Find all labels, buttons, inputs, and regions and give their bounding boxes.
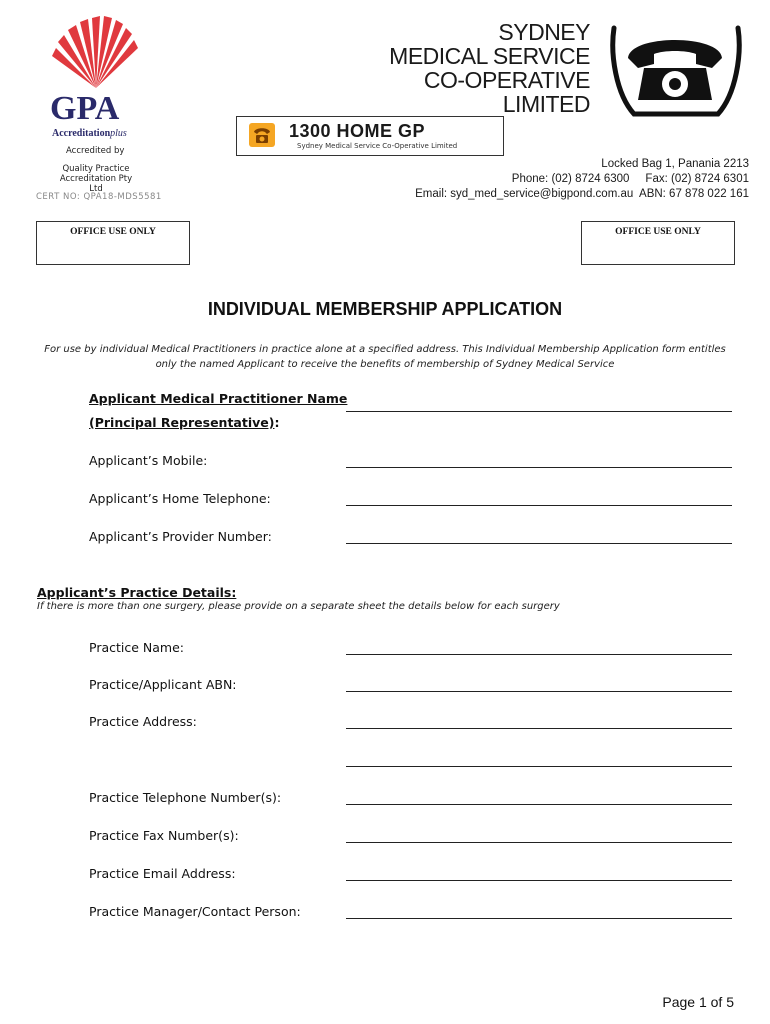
accredited-by-text: Accredited by	[66, 146, 125, 156]
cert-number: CERT NO: QPA18-MDS5581	[36, 192, 162, 202]
practice-address-field-line2[interactable]	[346, 766, 732, 767]
home-gp-phone-icon	[249, 123, 275, 147]
phone-fax: Phone: (02) 8724 6300 Fax: (02) 8724 6301	[511, 173, 749, 185]
accreditor-name: Quality Practice Accreditation Pty Ltd	[59, 164, 133, 194]
email-abn: Email: syd_med_service@bigpond.com.au ABN: 67 878 022 161	[415, 188, 749, 200]
practice-details-note: If there is more than one surgery, please provide on a separate sheet the details below for each surgery	[37, 601, 560, 612]
practice-name-field[interactable]	[346, 654, 732, 655]
applicant-home-phone-label: Applicant’s Home Telephone:	[89, 491, 271, 506]
practice-fax-field[interactable]	[346, 842, 732, 843]
practice-telephone-label: Practice Telephone Number(s):	[89, 790, 282, 805]
practice-manager-field[interactable]	[346, 918, 732, 919]
applicant-name-field[interactable]	[346, 411, 732, 412]
applicant-provider-number-label: Applicant’s Provider Number:	[89, 529, 272, 544]
intro-text: For use by individual Medical Practitioners in practice alone at a specified address. This Individual Membership Application form entitles only the named Applicant to receive the benefits of membership of Sydney Medical Service	[44, 344, 726, 370]
practice-address-label: Practice Address:	[89, 714, 197, 729]
practice-address-field-line1[interactable]	[346, 728, 732, 729]
practice-fax-label: Practice Fax Number(s):	[89, 828, 239, 843]
gpa-accreditation-plus: Accreditationplus	[52, 128, 127, 139]
practice-manager-label: Practice Manager/Contact Person:	[89, 904, 301, 919]
practice-name-label: Practice Name:	[89, 640, 184, 655]
home-gp-banner	[236, 116, 504, 156]
gpa-wordmark: GPA	[50, 90, 120, 127]
practice-details-heading: Applicant’s Practice Details:	[37, 585, 237, 600]
principal-representative-label: (Principal Representative):	[89, 415, 280, 430]
applicant-mobile-label: Applicant’s Mobile:	[89, 453, 208, 468]
telephone-logo-icon	[600, 14, 750, 124]
home-gp-subtitle: Sydney Medical Service Co-Operative Limited	[297, 142, 458, 150]
office-use-box-left: OFFICE USE ONLY	[36, 221, 190, 265]
page-number: Page 1 of 5	[662, 994, 734, 1010]
organization-name: SYDNEY MEDICAL SERVICE CO-OPERATIVE LIMITED	[389, 19, 590, 117]
applicant-home-phone-field[interactable]	[346, 505, 732, 506]
practice-abn-label: Practice/Applicant ABN:	[89, 677, 237, 692]
applicant-mobile-field[interactable]	[346, 467, 732, 468]
practice-email-label: Practice Email Address:	[89, 866, 236, 881]
home-gp-title: 1300 HOME GP	[289, 121, 426, 141]
practice-email-field[interactable]	[346, 880, 732, 881]
practice-abn-field[interactable]	[346, 691, 732, 692]
postal-address: Locked Bag 1, Panania 2213	[601, 158, 749, 170]
office-use-box-right: OFFICE USE ONLY	[581, 221, 735, 265]
applicant-provider-number-field[interactable]	[346, 543, 732, 544]
gpa-logo-icon	[46, 10, 146, 90]
page-title: INDIVIDUAL MEMBERSHIP APPLICATION	[207, 299, 563, 319]
practice-telephone-field[interactable]	[346, 804, 732, 805]
applicant-name-label: Applicant Medical Practitioner Name	[89, 391, 348, 406]
